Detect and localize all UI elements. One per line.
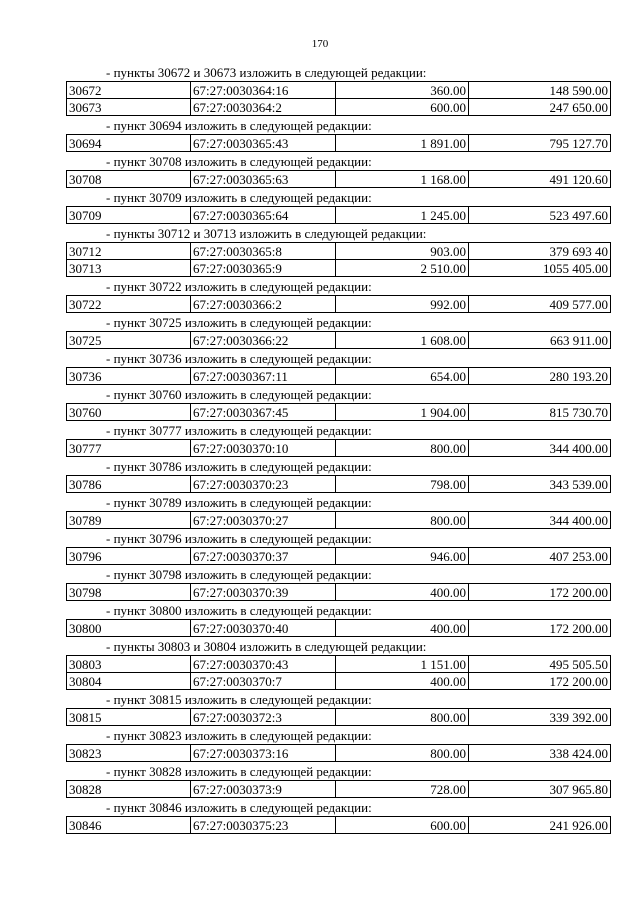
- amendment-heading: - пункт 30722 изложить в следующей редакции:: [106, 279, 372, 294]
- table-row: [67, 673, 611, 690]
- area-cell: 1 245.00: [336, 207, 469, 224]
- item-number-cell: 30796: [67, 548, 191, 565]
- amendment-heading: - пункт 30709 изложить в следующей редакции:: [106, 190, 372, 205]
- amendment-heading: - пункт 30708 изложить в следующей редакции:: [106, 154, 372, 169]
- amendment-group: [66, 190, 611, 224]
- amendment-group: [66, 567, 611, 601]
- item-number-cell: 30786: [67, 476, 191, 493]
- item-number-cell: 30804: [67, 673, 191, 690]
- cadastral-number-cell: 67:27:0030364:2: [191, 99, 336, 116]
- table-row: [67, 332, 611, 349]
- amendment-group: [66, 764, 611, 798]
- table-row: [67, 404, 611, 421]
- amendment-table: [66, 439, 611, 457]
- amendment-table: [66, 744, 611, 762]
- page-number: 170: [311, 38, 329, 50]
- cadastral-number-cell: 67:27:0030370:40: [191, 620, 336, 637]
- table-row: [67, 171, 611, 188]
- table-row: [67, 620, 611, 637]
- item-number-cell: 30823: [67, 745, 191, 762]
- table-row: [67, 82, 611, 99]
- cadastral-value-cell: 795 127.70: [469, 135, 611, 152]
- cadastral-value-cell: 307 965.80: [469, 781, 611, 798]
- cadastral-number-cell: 67:27:0030373:9: [191, 781, 336, 798]
- amendment-group: [66, 603, 611, 637]
- area-cell: 798.00: [336, 476, 469, 493]
- table-row: [67, 512, 611, 529]
- cadastral-number-cell: 67:27:0030375:23: [191, 817, 336, 834]
- amendment-table: [66, 295, 611, 313]
- amendment-group: [66, 65, 611, 116]
- cadastral-value-cell: 280 193.20: [469, 368, 611, 385]
- cadastral-value-cell: 339 392.00: [469, 709, 611, 726]
- cadastral-number-cell: 67:27:0030365:8: [191, 243, 336, 260]
- area-cell: 400.00: [336, 584, 469, 601]
- table-row: [67, 656, 611, 673]
- amendment-heading: - пункт 30760 изложить в следующей редакции:: [106, 387, 372, 402]
- area-cell: 2 510.00: [336, 260, 469, 277]
- cadastral-number-cell: 67:27:0030370:37: [191, 548, 336, 565]
- amendment-table: [66, 81, 611, 116]
- amendment-heading: - пункты 30712 и 30713 изложить в следующей редакции:: [106, 226, 427, 241]
- amendment-group: [66, 639, 611, 690]
- amendment-heading: - пункт 30789 изложить в следующей редакции:: [106, 495, 372, 510]
- amendment-heading: - пункт 30694 изложить в следующей редакции:: [106, 118, 372, 133]
- item-number-cell: 30713: [67, 260, 191, 277]
- amendment-table: [66, 583, 611, 601]
- amendment-heading: - пункт 30798 изложить в следующей редакции:: [106, 567, 372, 582]
- table-row: [67, 135, 611, 152]
- item-number-cell: 30777: [67, 440, 191, 457]
- cadastral-number-cell: 67:27:0030370:27: [191, 512, 336, 529]
- item-number-cell: 30712: [67, 243, 191, 260]
- cadastral-number-cell: 67:27:0030370:7: [191, 673, 336, 690]
- table-row: [67, 709, 611, 726]
- cadastral-number-cell: 67:27:0030365:43: [191, 135, 336, 152]
- table-row: [67, 584, 611, 601]
- cadastral-number-cell: 67:27:0030364:16: [191, 82, 336, 99]
- area-cell: 800.00: [336, 512, 469, 529]
- item-number-cell: 30709: [67, 207, 191, 224]
- cadastral-value-cell: 172 200.00: [469, 584, 611, 601]
- amendment-table: [66, 242, 611, 277]
- amendment-table: [66, 547, 611, 565]
- cadastral-number-cell: 67:27:0030370:10: [191, 440, 336, 457]
- table-row: [67, 99, 611, 116]
- amendment-table: [66, 619, 611, 637]
- table-row: [67, 207, 611, 224]
- cadastral-value-cell: 343 539.00: [469, 476, 611, 493]
- item-number-cell: 30736: [67, 368, 191, 385]
- cadastral-number-cell: 67:27:0030365:64: [191, 207, 336, 224]
- cadastral-value-cell: 663 911.00: [469, 332, 611, 349]
- table-row: [67, 243, 611, 260]
- amendment-table: [66, 475, 611, 493]
- amendment-table: [66, 403, 611, 421]
- item-number-cell: 30708: [67, 171, 191, 188]
- amendment-table: [66, 367, 611, 385]
- amendment-heading: - пункты 30803 и 30804 изложить в следующей редакции:: [106, 639, 427, 654]
- area-cell: 600.00: [336, 817, 469, 834]
- item-number-cell: 30815: [67, 709, 191, 726]
- cadastral-value-cell: 344 400.00: [469, 440, 611, 457]
- amendment-heading: - пункт 30815 изложить в следующей редакции:: [106, 692, 372, 707]
- amendment-table: [66, 134, 611, 152]
- amendment-table: [66, 816, 611, 834]
- area-cell: 1 168.00: [336, 171, 469, 188]
- amendment-heading: - пункты 30672 и 30673 изложить в следующей редакции:: [106, 65, 427, 80]
- amendment-group: [66, 728, 611, 762]
- amendment-table: [66, 780, 611, 798]
- cadastral-value-cell: 241 926.00: [469, 817, 611, 834]
- amendment-table: [66, 511, 611, 529]
- table-row: [67, 368, 611, 385]
- item-number-cell: 30789: [67, 512, 191, 529]
- item-number-cell: 30725: [67, 332, 191, 349]
- amendment-table: [66, 170, 611, 188]
- cadastral-number-cell: 67:27:0030370:43: [191, 656, 336, 673]
- table-row: [67, 440, 611, 457]
- amendment-table: [66, 708, 611, 726]
- amendment-heading: - пункт 30846 изложить в следующей редакции:: [106, 800, 372, 815]
- table-row: [67, 476, 611, 493]
- amendment-table: [66, 206, 611, 224]
- amendment-group: [66, 387, 611, 421]
- area-cell: 600.00: [336, 99, 469, 116]
- area-cell: 1 608.00: [336, 332, 469, 349]
- cadastral-number-cell: 67:27:0030366:22: [191, 332, 336, 349]
- item-number-cell: 30828: [67, 781, 191, 798]
- amendment-group: [66, 800, 611, 834]
- cadastral-number-cell: 67:27:0030367:11: [191, 368, 336, 385]
- item-number-cell: 30760: [67, 404, 191, 421]
- cadastral-value-cell: 407 253.00: [469, 548, 611, 565]
- cadastral-value-cell: 409 577.00: [469, 296, 611, 313]
- cadastral-value-cell: 379 693 40: [469, 243, 611, 260]
- amendment-heading: - пункт 30725 изложить в следующей редакции:: [106, 315, 372, 330]
- amendment-heading: - пункт 30786 изложить в следующей редакции:: [106, 459, 372, 474]
- cadastral-value-cell: 148 590.00: [469, 82, 611, 99]
- item-number-cell: 30846: [67, 817, 191, 834]
- table-row: [67, 296, 611, 313]
- amendment-group: [66, 495, 611, 529]
- cadastral-value-cell: 815 730.70: [469, 404, 611, 421]
- amendment-heading: - пункт 30796 изложить в следующей редакции:: [106, 531, 372, 546]
- cadastral-value-cell: 172 200.00: [469, 673, 611, 690]
- area-cell: 360.00: [336, 82, 469, 99]
- area-cell: 1 151.00: [336, 656, 469, 673]
- area-cell: 800.00: [336, 709, 469, 726]
- area-cell: 400.00: [336, 673, 469, 690]
- cadastral-number-cell: 67:27:0030365:9: [191, 260, 336, 277]
- amendment-group: [66, 226, 611, 277]
- amendment-heading: - пункт 30777 изложить в следующей редакции:: [106, 423, 372, 438]
- amendment-heading: - пункт 30736 изложить в следующей редакции:: [106, 351, 372, 366]
- amendment-group: [66, 279, 611, 313]
- cadastral-value-cell: 495 505.50: [469, 656, 611, 673]
- item-number-cell: 30798: [67, 584, 191, 601]
- cadastral-value-cell: 1055 405.00: [469, 260, 611, 277]
- area-cell: 400.00: [336, 620, 469, 637]
- cadastral-number-cell: 67:27:0030370:23: [191, 476, 336, 493]
- table-row: [67, 817, 611, 834]
- area-cell: 1 904.00: [336, 404, 469, 421]
- cadastral-value-cell: 172 200.00: [469, 620, 611, 637]
- item-number-cell: 30722: [67, 296, 191, 313]
- area-cell: 800.00: [336, 745, 469, 762]
- amendment-heading: - пункт 30800 изложить в следующей редакции:: [106, 603, 372, 618]
- item-number-cell: 30694: [67, 135, 191, 152]
- table-row: [67, 260, 611, 277]
- amendment-group: [66, 315, 611, 349]
- cadastral-value-cell: 344 400.00: [469, 512, 611, 529]
- document-body: [66, 65, 611, 836]
- amendment-group: [66, 154, 611, 188]
- cadastral-number-cell: 67:27:0030365:63: [191, 171, 336, 188]
- item-number-cell: 30800: [67, 620, 191, 637]
- area-cell: 728.00: [336, 781, 469, 798]
- cadastral-number-cell: 67:27:0030370:39: [191, 584, 336, 601]
- cadastral-number-cell: 67:27:0030373:16: [191, 745, 336, 762]
- area-cell: 654.00: [336, 368, 469, 385]
- amendment-heading: - пункт 30828 изложить в следующей редакции:: [106, 764, 372, 779]
- cadastral-value-cell: 491 120.60: [469, 171, 611, 188]
- amendment-group: [66, 692, 611, 726]
- amendment-table: [66, 655, 611, 690]
- cadastral-value-cell: 247 650.00: [469, 99, 611, 116]
- cadastral-number-cell: 67:27:0030367:45: [191, 404, 336, 421]
- cadastral-value-cell: 523 497.60: [469, 207, 611, 224]
- table-row: [67, 781, 611, 798]
- area-cell: 903.00: [336, 243, 469, 260]
- area-cell: 992.00: [336, 296, 469, 313]
- table-row: [67, 745, 611, 762]
- cadastral-number-cell: 67:27:0030372:3: [191, 709, 336, 726]
- amendment-group: [66, 351, 611, 385]
- amendment-group: [66, 118, 611, 152]
- amendment-group: [66, 423, 611, 457]
- area-cell: 946.00: [336, 548, 469, 565]
- amendment-group: [66, 531, 611, 565]
- item-number-cell: 30803: [67, 656, 191, 673]
- area-cell: 1 891.00: [336, 135, 469, 152]
- amendment-group: [66, 459, 611, 493]
- area-cell: 800.00: [336, 440, 469, 457]
- amendment-heading: - пункт 30823 изложить в следующей редакции:: [106, 728, 372, 743]
- table-row: [67, 548, 611, 565]
- item-number-cell: 30672: [67, 82, 191, 99]
- cadastral-value-cell: 338 424.00: [469, 745, 611, 762]
- amendment-table: [66, 331, 611, 349]
- cadastral-number-cell: 67:27:0030366:2: [191, 296, 336, 313]
- item-number-cell: 30673: [67, 99, 191, 116]
